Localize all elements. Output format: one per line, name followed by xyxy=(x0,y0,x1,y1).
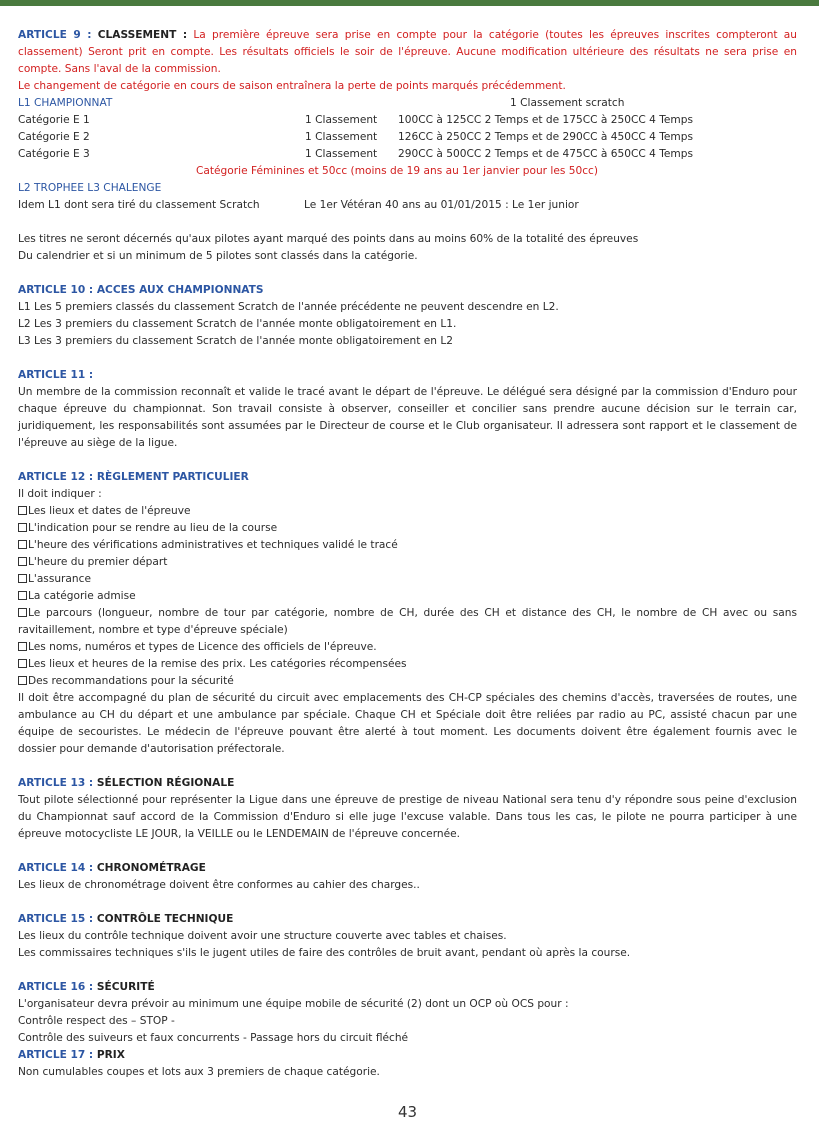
article-10-line: L2 Les 3 premiers du classement Scratch de l'année monte obligatoirement en L1. xyxy=(18,318,457,330)
checkbox-icon xyxy=(18,676,27,685)
article-17-text: Non cumulables coupes et lots aux 3 premiers de chaque catégorie. xyxy=(18,1066,380,1078)
article-14-heading xyxy=(18,860,797,877)
article-9-change: Le changement de catégorie en cours de saison entraînera la perte de points marqués précédemment. xyxy=(18,80,566,92)
checklist-item xyxy=(18,656,797,673)
checklist-item xyxy=(18,520,797,537)
checkbox-icon xyxy=(18,506,27,515)
article-14-subtitle: CHRONOMÉTRAGE xyxy=(96,862,206,874)
category-row xyxy=(18,112,797,129)
checklist-item xyxy=(18,605,797,639)
article-9-intro-text: La première épreuve sera prise en compte pour la catégorie (toutes les épreuves inscrites compteront au classement) Seront prit en compte. Les résultats officiels le soir de l'épreuve. Aucune modification ultérieure des résultats ne sera prise en compte. Sans l'aval de la commission. xyxy=(18,29,797,75)
titres-line: Les titres ne seront décernés qu'aux pilotes ayant marqué des points dans au moins 60% de la totalité des épreuves xyxy=(18,233,639,245)
article-15-title: ARTICLE 15 : xyxy=(18,913,94,925)
checklist-text: La catégorie admise xyxy=(28,590,136,602)
category-row xyxy=(18,146,797,163)
article-9-subtitle: CLASSEMENT : xyxy=(97,29,188,41)
article-10-title: ARTICLE 10 : ACCES AUX CHAMPIONNATS xyxy=(18,284,264,296)
article-14-title: ARTICLE 14 : xyxy=(18,862,94,874)
page-number: 43 xyxy=(397,1103,418,1121)
idem-row xyxy=(18,197,797,214)
checklist-item xyxy=(18,503,797,520)
category-desc: 100CC à 125CC 2 Temps et de 175CC à 250CC 4 Temps xyxy=(398,114,693,126)
article-10-line: L1 Les 5 premiers classés du classement Scratch de l'année précédente ne peuvent descendre en L2. xyxy=(18,301,559,313)
category-desc: 290CC à 500CC 2 Temps et de 475CC à 650CC 4 Temps xyxy=(398,148,693,160)
article-12-text: Il doit être accompagné du plan de sécurité du circuit avec emplacements des CH-CP spéciales des chemins d'accès, traversées de routes, une ambulance au CH du départ et une ambulance par spéciale. Chaque CH et Spéciale doit être reliées par radio au PC, assisté chacun par une équipe de secouristes. Le médecin de l'épreuve pouvant être alerté à tout moment. Les documents doivent être également fournis avec le dossier pour demande d'autorisation préfectorale. xyxy=(18,692,797,755)
checkbox-icon xyxy=(18,591,27,600)
feminines-text: Catégorie Féminines et 50cc (moins de 19 ans au 1er janvier pour les 50cc) xyxy=(196,165,598,177)
article-13-text: Tout pilote sélectionné pour représenter la Ligue dans une épreuve de prestige de niveau National sera tenu d'y répondre sous peine d'exclusion du Championnat sauf accord de la Commission d'Enduro si elle juge l'excuse valable. Dans tous les cas, le pilote ne pourra participer à une épreuve motocycliste LE JOUR, la VEILLE ou le LENDEMAIN de l'épreuve concernée. xyxy=(18,794,797,840)
titres-line: Du calendrier et si un minimum de 5 pilotes sont classés dans la catégorie. xyxy=(18,250,418,262)
feminines-row xyxy=(18,163,797,180)
checklist-text: L'heure des vérifications administratives et techniques validé le tracé xyxy=(28,539,398,551)
checklist-item xyxy=(18,554,797,571)
checkbox-icon xyxy=(18,642,27,651)
top-border xyxy=(0,0,819,6)
article-12-title: ARTICLE 12 : RÈGLEMENT PARTICULIER xyxy=(18,471,249,483)
article-16-title: ARTICLE 16 : xyxy=(18,981,94,993)
article-15-line: Les commissaires techniques s'ils le jugent utiles de faire des contrôles de bruit avant, pendant où après la course. xyxy=(18,947,631,959)
checklist-item xyxy=(18,673,797,690)
l1-row xyxy=(18,95,797,112)
checklist-text: L'assurance xyxy=(28,573,91,585)
checklist-text: L'heure du premier départ xyxy=(28,556,168,568)
checkbox-icon xyxy=(18,540,27,549)
article-16-line: Contrôle respect des – STOP - xyxy=(18,1015,175,1027)
article-11-title: ARTICLE 11 : xyxy=(18,369,94,381)
category-class: 1 Classement xyxy=(305,114,378,126)
l2-l3-row xyxy=(18,180,797,197)
checklist-item xyxy=(18,571,797,588)
category-name: Catégorie E 3 xyxy=(18,148,90,160)
checklist-item xyxy=(18,639,797,656)
article-13-subtitle: SÉLECTION RÉGIONALE xyxy=(96,777,235,789)
checklist-text: Des recommandations pour la sécurité xyxy=(28,675,234,687)
article-14-text: Les lieux de chronométrage doivent être conformes au cahier des charges.. xyxy=(18,879,420,891)
scratch-label: 1 Classement scratch xyxy=(510,97,625,109)
idem-text: Idem L1 dont sera tiré du classement Scratch xyxy=(18,199,260,211)
article-11-text: Un membre de la commission reconnaît et valide le tracé avant le départ de l'épreuve. Le délégué sera désigné par la commission d'Enduro pour chaque épreuve du championnat. Son travail consiste à observer, conseiller et concilier sans prendre aucune décision sur le terrain car, juridiquement, les responsabilités sont assumées par le Directeur de course et le Club organisateur. Il adressera sont rapport et le classement de l'épreuve au siège de la ligue. xyxy=(18,386,797,449)
checkbox-icon xyxy=(18,659,27,668)
article-16-line: Contrôle des suiveurs et faux concurrents - Passage hors du circuit fléché xyxy=(18,1032,409,1044)
checkbox-icon xyxy=(18,557,27,566)
article-13-heading xyxy=(18,775,797,792)
article-16-subtitle: SÉCURITÉ xyxy=(96,981,155,993)
document-page xyxy=(18,27,797,1121)
checklist-text: Les lieux et heures de la remise des prix. Les catégories récompensées xyxy=(28,658,407,670)
article-10-line: L3 Les 3 premiers du classement Scratch de l'année monte obligatoirement en L2 xyxy=(18,335,453,347)
l2-l3-label: L2 TROPHEE L3 CHALENGE xyxy=(18,182,162,194)
article-9-intro xyxy=(18,27,797,78)
checkbox-icon xyxy=(18,608,27,617)
category-name: Catégorie E 2 xyxy=(18,131,90,143)
checklist-item xyxy=(18,537,797,554)
checkbox-icon xyxy=(18,574,27,583)
article-12-intro: Il doit indiquer : xyxy=(18,488,102,500)
article-15-heading xyxy=(18,911,797,928)
article-17-title: ARTICLE 17 : xyxy=(18,1049,94,1061)
checklist-text: Les noms, numéros et types de Licence des officiels de l'épreuve. xyxy=(28,641,377,653)
checklist-text: Le parcours (longueur, nombre de tour par catégorie, nombre de CH, durée des CH et distance des CH, le nombre de CH avec ou sans ravitaillement, nombre et type d'épreuve spéciale) xyxy=(18,607,797,636)
article-16-line: L'organisateur devra prévoir au minimum une équipe mobile de sécurité (2) dont un OCP où OCS pour : xyxy=(18,998,569,1010)
article-16-heading xyxy=(18,979,797,996)
article-15-line: Les lieux du contrôle technique doivent avoir une structure couverte avec tables et chaises. xyxy=(18,930,507,942)
checkbox-icon xyxy=(18,523,27,532)
article-15-subtitle: CONTRÔLE TECHNIQUE xyxy=(96,913,234,925)
veteran-text: Le 1er Vétéran 40 ans au 01/01/2015 : Le 1er junior xyxy=(304,199,579,211)
checklist-text: Les lieux et dates de l'épreuve xyxy=(28,505,191,517)
checklist-text: L'indication pour se rendre au lieu de la course xyxy=(28,522,278,534)
category-name: Catégorie E 1 xyxy=(18,114,90,126)
article-13-title: ARTICLE 13 : xyxy=(18,777,94,789)
article-9-title: ARTICLE 9 : xyxy=(18,29,92,41)
category-desc: 126CC à 250CC 2 Temps et de 290CC à 450CC 4 Temps xyxy=(398,131,693,143)
category-class: 1 Classement xyxy=(305,148,378,160)
article-17-subtitle: PRIX xyxy=(96,1049,125,1061)
article-17-heading xyxy=(18,1047,797,1064)
category-class: 1 Classement xyxy=(305,131,378,143)
category-row xyxy=(18,129,797,146)
checklist-item xyxy=(18,588,797,605)
l1-label: L1 CHAMPIONNAT xyxy=(18,97,113,109)
